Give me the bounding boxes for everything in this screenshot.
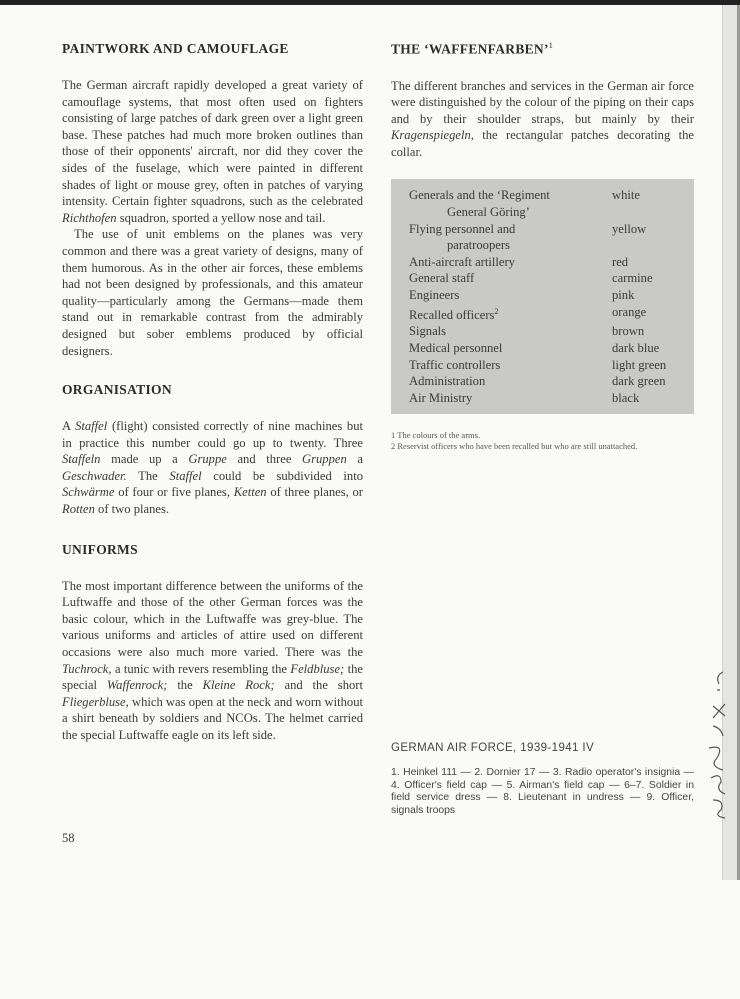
table-row (409, 304, 684, 324)
table-row (409, 373, 684, 390)
footnotes (391, 430, 694, 451)
page-number: 58 (62, 831, 75, 845)
top-edge (0, 0, 740, 5)
heading-paintwork: PAINTWORK AND CAMOUFLAGE (62, 41, 289, 56)
branch-cell: Administration (409, 374, 486, 389)
table-row (409, 390, 684, 407)
branch-cell: Recalled officers$^2$ (409, 306, 499, 322)
left-column (62, 30, 363, 744)
color-cell: black (612, 390, 640, 405)
color-cell: white (612, 188, 640, 203)
branch-cell: Medical personnel (409, 341, 503, 355)
heading-waffenfarben: THE ‘WAFFENFARBEN’$^1$ (391, 41, 554, 57)
branch-cell: General staff (409, 271, 475, 286)
paragraph-paintwork-1: The German aircraft rapidly developed a great variety of camouflage systems, that most often used on fighters consisting of large patches of dark green over a light green base. These patches had much more broken outlines than those of their opponents' aircraft, nor did they cover the sides of the fuselage, which were painted in different shades of light or mouse grey, often in patches of varying intensity. Certain fighter squadrons, such as the celebrated Richthofen squadron, sported a yellow nose and tail. (62, 78, 363, 225)
branch-cell: Traffic controllers (409, 357, 501, 372)
heading-organisation: ORGANISATION (62, 382, 172, 398)
branch-cell: Anti-aircraft artillery (409, 254, 515, 269)
paragraph-waffenfarben: The different branches and services in the German air force were distinguished by the colour of the piping on their caps and by their shoulder straps, but mainly by their Kragenspiegeln, the rectangular patches decorating the collar. (391, 78, 694, 159)
paragraph-uniforms: The most important difference between the uniforms of the Luftwaffe and those of the other German forces was the basic colour, which in the Luftwaffe was grey-blue. The various uniforms and articles of attire used on different occasions were also much more varied. There was the Tuchrock, a tunic with revers resembling the Feldbluse; the special Waffenrock; the Kleine Rock; and the short Fliegerbluse, which was open at the neck and worn without a shirt beneath by soldiers and NCOs. The helmet carried the special Luftwaffe eagle on its left side. (62, 578, 364, 742)
branch-cell: Engineers (409, 288, 460, 303)
color-cell: dark blue (612, 341, 660, 355)
color-cell: brown (612, 324, 645, 339)
table-row (409, 187, 684, 220)
color-cell: yellow (612, 221, 647, 236)
right-column (391, 30, 694, 451)
table-row (409, 323, 684, 340)
paragraph-organisation: A Staffel (flight) consisted correctly of nine machines but in practice this number could go up to twenty. Three Staffeln made up a Gruppe and three Gruppen a Geschwader. The Staffel could be subdivided into Schwärme of four or five planes, Ketten of three planes, or Rotten of two planes. (62, 419, 364, 517)
color-cell: pink (612, 288, 635, 303)
table-row (409, 357, 684, 374)
color-cell: dark green (612, 374, 666, 389)
footnote-1: 1 The colours of the arms. (391, 430, 481, 441)
table-row (409, 270, 684, 287)
color-cell: carmine (612, 271, 653, 286)
paragraph-paintwork-2: The use of unit emblems on the planes was very common and there was a great variety of designs, many of them humorous. As in the other air forces, these emblems had not been designed by professionals, and this amateur quality—particularly among the Germans—made them stand out in remarkable contrast from the admirably designed but sober emblems produced by official designers. (62, 227, 363, 358)
handwritten-signature (695, 660, 735, 830)
branch-cell: Signals (409, 324, 447, 339)
color-cell: orange (612, 304, 647, 319)
branch-cell: Generals and the ‘Regiment General Göring’ (409, 188, 550, 220)
caption-text: 1. Heinkel 111 — 2. Dornier 17 — 3. Radio operator's insignia — 4. Officer's field cap — 5. Airman's field cap — 6–7. Soldier in field service dress — 8. Lieutenant in undress — 9. Officer, signals troops (391, 767, 694, 816)
branch-cell: Flying personnel and paratroopers (409, 221, 516, 253)
table-row (409, 221, 684, 254)
table-row (409, 254, 684, 271)
table-row (409, 340, 684, 357)
heading-uniforms: UNIFORMS (62, 541, 138, 557)
table-row (409, 287, 684, 304)
waffenfarben-table (391, 179, 694, 414)
caption-title: GERMAN AIR FORCE, 1939-1941 IV (391, 742, 595, 754)
branch-cell: Air Ministry (409, 390, 473, 405)
footnote-2: 2 Reservist officers who have been recalled but who are still unattached. (391, 440, 638, 451)
color-cell: light green (612, 357, 667, 372)
color-cell: red (612, 254, 629, 269)
